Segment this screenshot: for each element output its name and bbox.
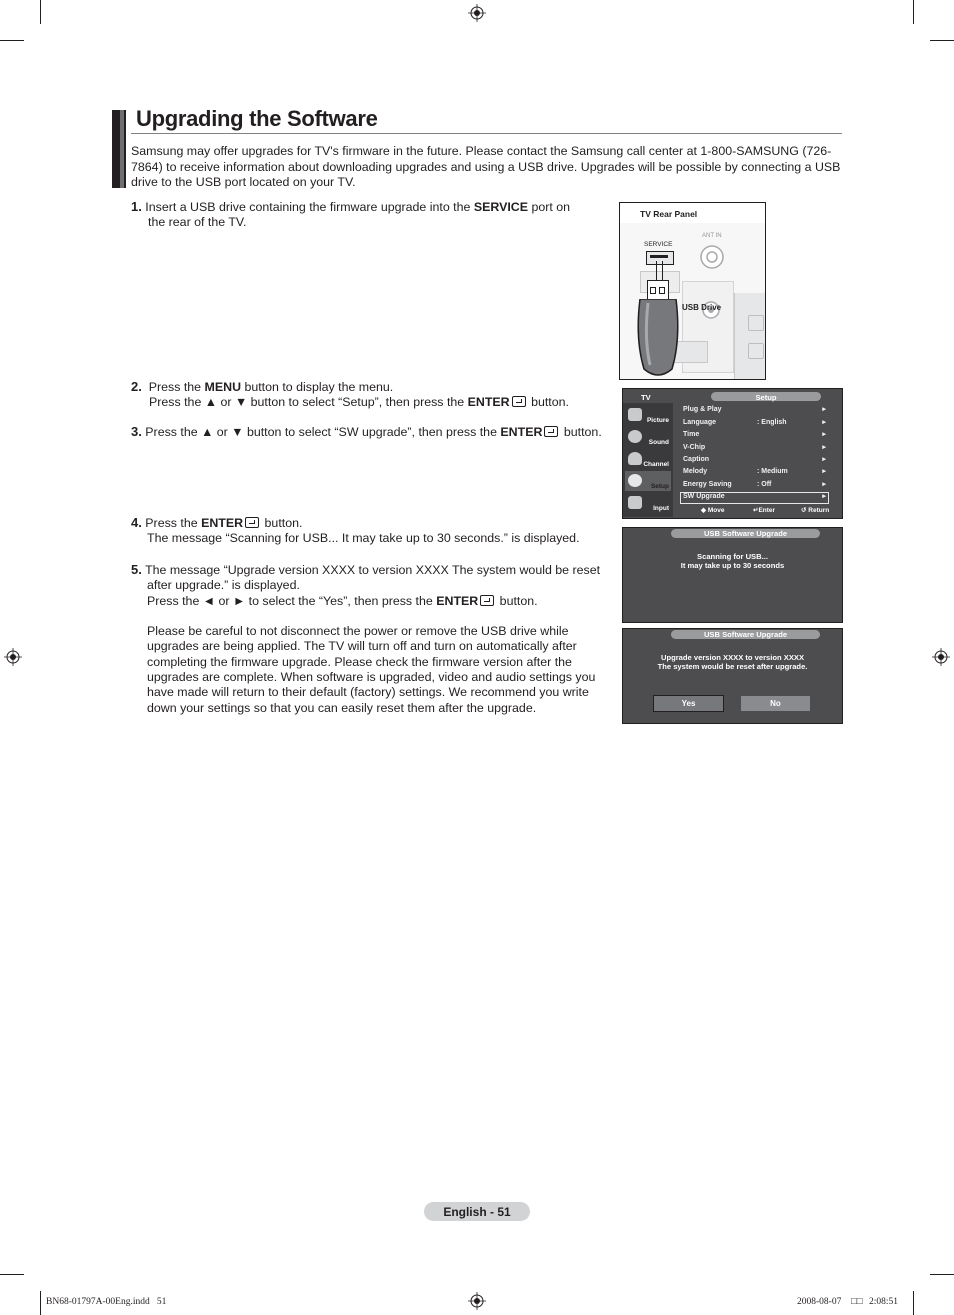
- step-3: [131, 424, 616, 440]
- osd-menu-item[interactable]: Caption: [683, 456, 710, 463]
- antenna-jack-icon: [698, 243, 726, 271]
- step-text: after upgrade.” is displayed.: [147, 578, 300, 593]
- step-text: Press the ◄ or ► to select the “Yes”, then press the: [147, 593, 437, 608]
- step-text: The message “Upgrade version XXXX to version XXXX The system would be reset: [145, 563, 601, 577]
- step-text: button.: [496, 593, 538, 608]
- arrow-right-icon: ►: [821, 431, 828, 438]
- crop-mark: [930, 1274, 954, 1275]
- osd-menu-item[interactable]: V-Chip: [683, 444, 706, 451]
- arrow-right-icon: ►: [821, 468, 828, 475]
- step-text: button.: [560, 425, 602, 439]
- service-port: [646, 251, 674, 265]
- osd-yes-button[interactable]: Yes: [653, 695, 724, 712]
- step-number: 1.: [131, 199, 142, 214]
- step-text: The message “Scanning for USB... It may take up to 30 seconds.” is displayed.: [147, 531, 580, 546]
- crop-mark: [913, 1291, 914, 1315]
- osd-message: The system would be reset after upgrade.: [657, 662, 808, 671]
- osd-menu-item[interactable]: Time: [683, 431, 700, 438]
- osd-message: Upgrade version XXXX to version XXXX: [660, 653, 805, 662]
- intro-paragraph: Samsung may offer upgrades for TV's firmware in the future. Please contact the Samsung call center at 1-800-SAMSUNG (726-7864) to receive information about downloading upgrades and using a USB drive. Upgrades will be possible by connecting a USB drive to the USB port located on your TV.: [131, 144, 841, 189]
- arrow-right-icon: ►: [821, 481, 828, 488]
- osd-category-sound[interactable]: Sound: [625, 427, 671, 447]
- ant-in-label: ANT IN: [702, 233, 722, 239]
- osd-menu-item[interactable]: Plug & Play: [683, 406, 722, 413]
- osd-menu-item-selected[interactable]: SW Upgrade: [683, 493, 725, 500]
- step-2: [131, 379, 611, 411]
- osd-setup-menu: [622, 388, 843, 519]
- step-text: button to display the menu.: [241, 380, 394, 394]
- step-keyword: ENTER: [201, 516, 244, 530]
- osd-category-setup[interactable]: Setup: [625, 471, 671, 491]
- title-divider: [131, 133, 842, 134]
- step-number: 2.: [131, 379, 142, 394]
- step-text: the rear of the TV.: [148, 215, 247, 230]
- usb-drive-label: USB Drive: [682, 303, 722, 312]
- registration-mark-icon: [468, 4, 486, 22]
- tv-rear-panel-figure: [619, 202, 766, 380]
- enter-icon: [544, 426, 558, 437]
- crop-mark: [913, 0, 914, 24]
- file-slug: BN68-01797A-00Eng.indd 51: [46, 1297, 167, 1307]
- slug-boxes: □□: [851, 1297, 863, 1307]
- arrow-right-icon: ►: [821, 493, 828, 500]
- arrow-right-icon: ►: [821, 444, 828, 451]
- osd-no-button[interactable]: No: [741, 696, 810, 711]
- sound-icon: [628, 430, 642, 443]
- registration-mark-icon: [4, 648, 22, 666]
- enter-icon: [512, 396, 526, 407]
- input-icon: [628, 496, 642, 509]
- step-4: [131, 515, 611, 547]
- enter-icon: [480, 595, 494, 606]
- step-keyword: SERVICE: [473, 200, 529, 214]
- osd-category-channel[interactable]: Channel: [625, 449, 671, 469]
- osd-menu-value: : English: [757, 419, 787, 426]
- osd-menu-value: : Off: [757, 481, 772, 488]
- gear-icon: [628, 474, 642, 487]
- osd-hint-return: ↺ Return: [801, 507, 830, 514]
- step-number: 4.: [131, 515, 142, 530]
- enter-icon: ↵: [753, 507, 759, 514]
- osd-header-title: USB Software Upgrade: [703, 630, 788, 639]
- step-text: port on: [528, 200, 571, 214]
- step-text: Insert a USB drive containing the firmware upgrade into the: [145, 200, 474, 214]
- step-keyword: ENTER: [500, 425, 543, 439]
- osd-category-input[interactable]: Input: [625, 493, 671, 513]
- step-keyword: MENU: [204, 380, 242, 394]
- slug-time: 2:08:51: [869, 1297, 899, 1307]
- service-port-label: SERVICE: [644, 241, 673, 248]
- page-number: English - 51: [443, 1205, 511, 1219]
- enter-icon: [245, 517, 259, 528]
- crop-mark: [40, 1291, 41, 1315]
- arrow-right-icon: ►: [821, 456, 828, 463]
- osd-hint-enter: ↵Enter: [753, 507, 776, 514]
- osd-menu-item[interactable]: Energy Saving: [683, 481, 732, 488]
- osd-hint-move: ◆ Move: [701, 507, 725, 514]
- return-icon: ↺: [801, 507, 807, 514]
- osd-confirm-screen: [622, 628, 843, 724]
- osd-header-title: USB Software Upgrade: [703, 529, 788, 538]
- move-icon: ◆: [701, 507, 706, 514]
- step-text: Press the ▲ or ▼ button to select “Setup”, then press the: [149, 395, 468, 410]
- page-title: Upgrading the Software: [136, 106, 378, 131]
- crop-mark: [40, 0, 41, 24]
- crop-mark: [0, 40, 24, 41]
- registration-mark-icon: [932, 648, 950, 666]
- step-text: Press the: [145, 516, 202, 530]
- picture-icon: [628, 408, 642, 421]
- step-keyword: ENTER: [436, 593, 479, 608]
- arrow-right-icon: ►: [821, 419, 828, 426]
- step-text: button.: [527, 395, 569, 410]
- osd-source-label: TV: [641, 393, 651, 402]
- step-text: button.: [261, 516, 303, 530]
- step-5: [131, 562, 611, 716]
- step-keyword: ENTER: [467, 395, 510, 410]
- step-text: Press the: [148, 380, 205, 394]
- slug-date: 2008-08-07: [797, 1297, 842, 1307]
- step-number: 3.: [131, 424, 142, 439]
- osd-message: Scanning for USB...: [697, 552, 768, 561]
- step-number: 5.: [131, 562, 142, 577]
- crop-mark: [0, 1274, 24, 1275]
- figure-caption: TV Rear Panel: [640, 209, 698, 219]
- usb-drive-icon: [634, 299, 682, 379]
- osd-menu-value: : Medium: [757, 468, 788, 475]
- osd-menu-item[interactable]: Melody: [683, 468, 708, 475]
- osd-message: It may take up to 30 seconds: [680, 561, 785, 570]
- step-note: Please be careful to not disconnect the power or remove the USB drive while upgrades are being applied. The TV will turn off and turn on automatically after completing the firmware upgrade. Please check the firmware version after the upgrades are complete. When software is upgraded, video and audio settings you have made will return to their default (factory) settings. We recommend you write down your settings so that you can easily reset them after the upgrade.: [147, 624, 596, 715]
- osd-menu-item[interactable]: Language: [683, 419, 717, 426]
- step-1: [131, 199, 601, 231]
- section-marker-stripe: [120, 110, 124, 188]
- arrow-right-icon: ►: [821, 406, 828, 413]
- osd-scanning-screen: [622, 527, 843, 623]
- osd-header-title: Setup: [755, 393, 777, 402]
- registration-mark-icon: [468, 1292, 486, 1310]
- channel-icon: [628, 452, 642, 465]
- step-text: Press the ▲ or ▼ button to select “SW upgrade”, then press the: [145, 425, 501, 439]
- crop-mark: [930, 40, 954, 41]
- osd-category-picture[interactable]: Picture: [625, 405, 671, 425]
